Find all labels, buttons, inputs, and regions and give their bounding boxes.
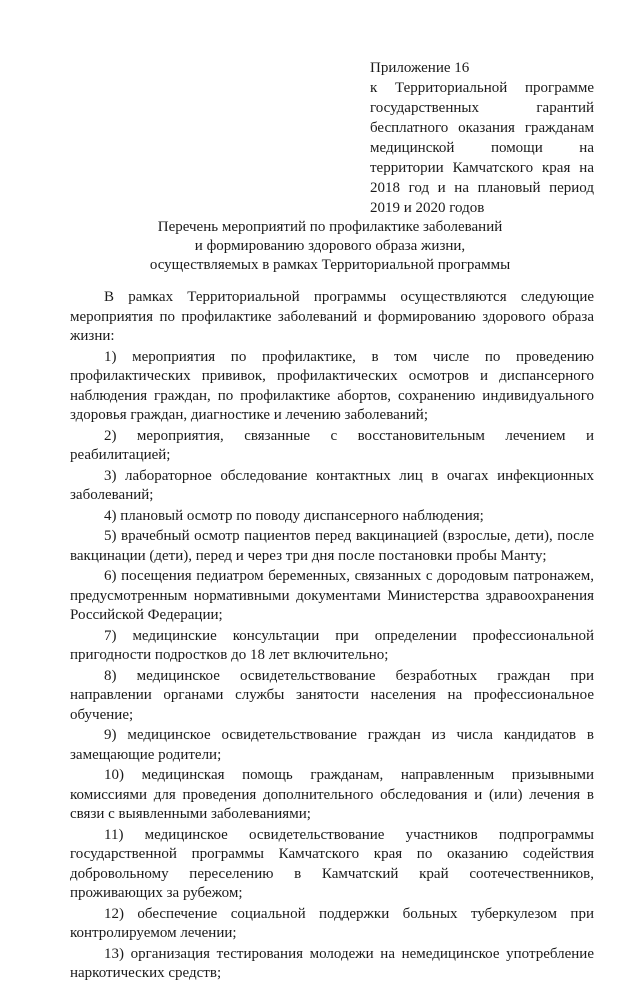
list-item: 2) мероприятия, связанные с восстановительным лечением и реабилитацией; <box>70 427 594 463</box>
list-item: 7) медицинские консультации при определении профессиональной пригодности подростков до 18 лет включительно; <box>70 627 594 663</box>
list-item: 11) медицинское освидетельствование участников подпрограммы государственной программы Камчатского края по оказанию содействия добровольному переселению в Камчатский край соотечественников, проживающих за рубежом; <box>70 826 594 901</box>
appendix-label: Приложение 16 <box>370 60 470 76</box>
list-item: 5) врачебный осмотр пациентов перед вакцинацией (взрослые, дети), после вакцинации (дети), перед и через три дня после постановки пробы Манту; <box>70 528 594 564</box>
list-item: 9) медицинское освидетельствование граждан из числа кандидатов в замещающие родители; <box>70 727 594 763</box>
document-body <box>70 288 594 985</box>
list-item: 13) организация тестирования молодежи на немедицинское употребление наркотических средств; <box>70 945 594 981</box>
title-line-3: осуществляемых в рамках Территориальной программы <box>149 257 511 273</box>
list-item: 1) мероприятия по профилактике, в том числе по проведению профилактических прививок, профилактических осмотров и диспансерного наблюдения граждан, по профилактике абортов, сохранению индивидуального здоровья граждан, диагностике и лечению заболеваний; <box>70 348 594 423</box>
title-line-1: Перечень мероприятий по профилактике заболеваний <box>157 219 503 235</box>
list-item: 3) лабораторное обследование контактных лиц в очагах инфекционных заболеваний; <box>70 467 594 503</box>
appendix-header <box>370 58 594 218</box>
list-item: 4) плановый осмотр по поводу диспансерного наблюдения; <box>104 507 484 524</box>
list-item: 8) медицинское освидетельствование безработных граждан при направлении органами службы занятости населения на профессиональное обучение; <box>70 667 594 723</box>
appendix-text: к Территориальной программе государственных гарантий бесплатного оказания гражданам медицинской помощи на территории Камчатского края на 2018 год и на плановый период 2019 и 2020 годов <box>370 80 594 216</box>
title-line-2: и формированию здорового образа жизни, <box>194 238 466 254</box>
list-item: 6) посещения педиатром беременных, связанных с дородовым патронажем, предусмотренным нормативными документами Министерства здравоохранения Российской Федерации; <box>70 568 594 623</box>
list-item: 12) обеспечение социальной поддержки больных туберкулезом при контролируемом лечении; <box>70 905 594 941</box>
list-item: 10) медицинская помощь гражданам, направленным призывными комиссиями для проведения дополнительного обследования и (или) лечения в связи с выявленными заболеваниями; <box>70 767 594 822</box>
document-title <box>70 218 590 275</box>
intro-paragraph: В рамках Территориальной программы осуществляются следующие мероприятия по профилактике заболеваний и формированию здорового образа жизни: <box>70 289 594 344</box>
